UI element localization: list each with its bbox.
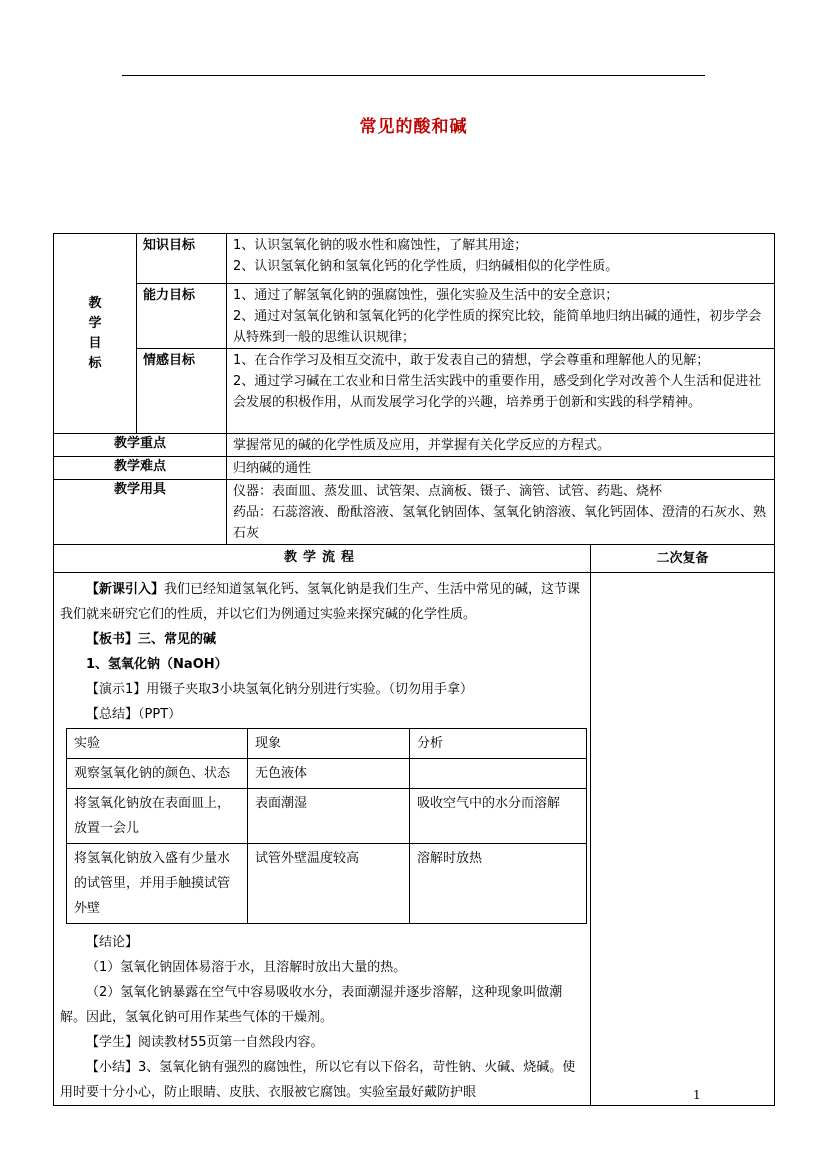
goal-row-emotion [54,349,775,434]
emotion-goal-content: 1、在合作学习及相互交流中，敢于发表自己的猜想，学会尊重和理解他人的见解； 2、通过学习碱在工农业和日常生活实践中的重要作用，感受到化学对改善个人生活和促进社会发展的积极作用，从而发展学习化学的兴趣，培养勇于创新和实践的科学精神。 [227,349,775,434]
difficulty-row [54,457,775,480]
review-column [591,573,775,1106]
lesson-plan-table [53,233,775,1106]
teaching-flow-content [54,573,591,1106]
flow-header-row [54,545,775,573]
table-row: 将氢氧化钠放在表面皿上，放置一会儿 表面潮湿 吸收空气中的水分而溶解 [67,789,587,844]
difficulty-content: 归纳碱的通性 [227,457,775,480]
goal-row-ability [54,284,775,349]
table-row: 观察氢氧化钠的颜色、状态 无色液体 [67,759,587,789]
table-row: 将氢氧化钠放入盛有少量水的试管里，并用手触摸试管外壁 试管外壁温度较高 溶解时放热 [67,844,587,924]
emotion-goal-label: 情感目标 [137,349,227,434]
naoh-subtitle: 1、氢氧化钠（NaOH） [86,657,228,672]
tools-content: 仪器：表面皿、蒸发皿、试管架、点滴板、镊子、滴管、试管、药匙、烧杯 药品：石蕊溶液、酚酞溶液、氢氧化钠固体、氢氧化钠溶液、氧化钙固体、澄清的石灰水、熟石灰 [227,480,775,545]
page-number: 1 [693,1088,701,1102]
table-header-row: 实验 现象 分析 [67,729,587,759]
key-point-label: 教学重点 [54,434,227,457]
key-point-content: 掌握常见的碱的化学性质及应用，并掌握有关化学反应的方程式。 [227,434,775,457]
knowledge-goal-label: 知识目标 [137,234,227,284]
student-paragraph: 【学生】阅读教材55页第一自然段内容。 [86,1035,324,1050]
goal-row-knowledge [54,234,775,284]
review-header: 二次复备 [591,545,775,573]
conclusion-2: （2）氢氧化钠暴露在空气中容易吸收水分，表面潮湿并逐步溶解，这种现象叫做潮解。因此，氢氧化钠可用作某些气体的干燥剂。 [60,985,563,1025]
conclusion-heading: 【结论】 [86,935,139,950]
demo-paragraph: 【演示1】用镊子夹取3小块氢氧化钠分别进行实验。（切勿用手拿） [86,682,474,697]
board-paragraph: 【板书】三、常见的碱 [86,632,217,647]
summary-paragraph: 【总结】（PPT） [86,707,182,722]
page-title: 常见的酸和碱 [359,117,468,137]
flow-row [54,573,775,1106]
intro-paragraph: 【新课引入】我们已经知道氢氧化钙、氢氧化钠是我们生产、生活中常见的碱，这节课我们就来研究它们的性质，并以它们为例通过实验来探究碱的化学性质。 [60,582,581,622]
ability-goal-content: 1、通过了解氢氧化钠的强腐蚀性，强化实验及生活中的安全意识； 2、通过对氢氧化钠和氢氧化钙的化学性质的探究比较，能简单地归纳出碱的通性，初步学会从特殊到一般的思维认识规律； [227,284,775,349]
difficulty-label: 教学难点 [54,457,227,480]
small-summary-paragraph: 【小结】3、氢氧化钠有强烈的腐蚀性，所以它有以下俗名，苛性钠、火碱、烧碱。使用时要十分小心，防止眼睛、皮肤、衣服被它腐蚀。实验室最好戴防护眼 [60,1060,576,1100]
key-point-row [54,434,775,457]
tools-row [54,480,775,545]
knowledge-goal-content: 1、认识氢氧化钠的吸水性和腐蚀性，了解其用途； 2、认识氢氧化钠和氢氧化钙的化学性质，归纳碱相似的化学性质。 [227,234,775,284]
teaching-goals-label: 教 学 目 标 [54,234,137,434]
header-rule [122,75,705,76]
tools-label: 教学用具 [54,480,227,545]
ability-goal-label: 能力目标 [137,284,227,349]
experiment-table [66,728,587,924]
flow-header: 教学流程 [54,545,591,573]
conclusion-1: （1）氢氧化钠固体易溶于水，且溶解时放出大量的热。 [86,960,407,975]
